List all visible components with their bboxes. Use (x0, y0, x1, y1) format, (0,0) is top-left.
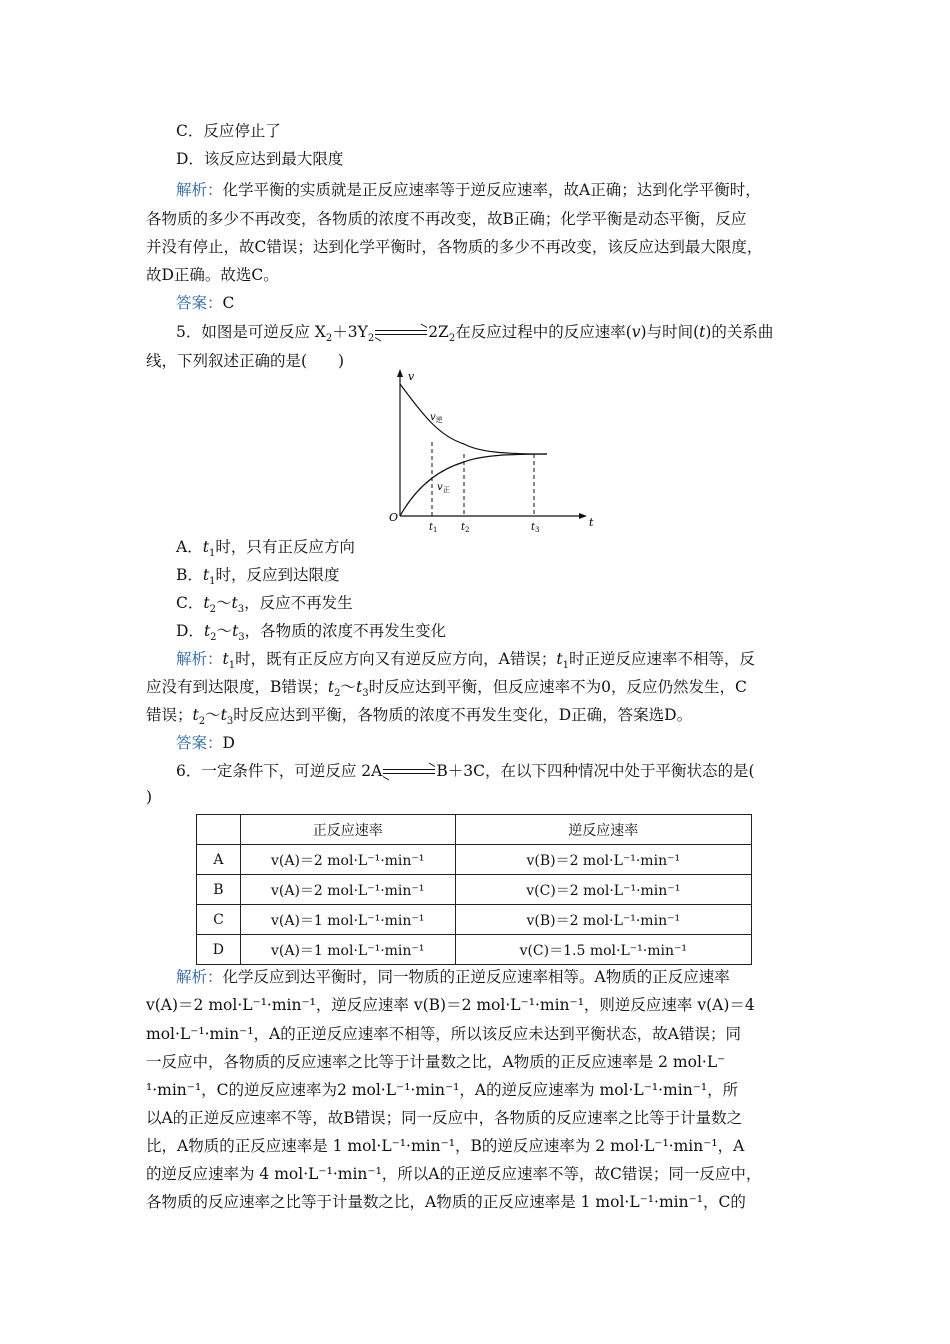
q6-explanation-line-6: 以A的正逆反应速率不等，故B错误；同一反应中，各物质的反应速率之比等于计量数之 (146, 1109, 743, 1127)
explanation-label: 解析： (176, 181, 223, 199)
q4-explanation-line-1 (176, 180, 841, 200)
variable-t: t (327, 678, 335, 696)
option-text: 时，反应到达限度 (215, 566, 340, 584)
forward-rate-cell: v(A)＝1 mol·L⁻¹·min⁻¹ (240, 935, 455, 965)
q5-stem-text: 在反应过程中的反应速率( (455, 323, 632, 341)
rate-time-figure (384, 366, 600, 536)
tilde: ～ (216, 622, 233, 640)
t-axis-arrow-icon (579, 513, 587, 519)
q6-explanation-line-1 (176, 967, 841, 987)
row-label: D (197, 935, 241, 965)
option-letter: C． (176, 594, 204, 612)
q4-explanation-text: 化学平衡的实质就是正反应速率等于逆反应速率，故A正确；达到化学平衡时， (222, 181, 761, 199)
subscript: 1 (209, 576, 216, 588)
q4-explanation-line-2: 各物质的多少不再改变，各物质的浓度不再改变，故B正确；化学平衡是动态平衡，反应 (146, 210, 747, 228)
table-header-row (197, 815, 752, 845)
variable-t: t (203, 594, 210, 612)
variable-v: v (631, 323, 641, 341)
row-label: B (197, 875, 241, 905)
q5-answer-value: D (222, 734, 235, 752)
forward-rate-cell: v(A)＝1 mol·L⁻¹·min⁻¹ (240, 905, 455, 935)
q5-option-d (176, 621, 841, 648)
variable-t: t (231, 594, 238, 612)
q5-stem-text: 5．如图是可逆反应 X (176, 323, 326, 341)
q5-stem-text: )的关系曲 (705, 323, 774, 341)
forward-rate-cell: v(A)＝2 mol·L⁻¹·min⁻¹ (240, 875, 455, 905)
table-row (197, 875, 752, 905)
reverse-curve-label: $v_逆$ (430, 412, 443, 424)
tick-t3: $t_3$ (531, 522, 540, 534)
reversible-arrow-icon (383, 767, 435, 777)
q5-explanation-text: 错误； (146, 706, 193, 724)
q6-explanation-line-8: 的逆反应速率为 4 mol·L⁻¹·min⁻¹，所以A的正逆反应速率不等，故C错误；同一反应中， (146, 1165, 762, 1183)
variable-t: t (699, 323, 706, 341)
subscript: 2 (367, 333, 375, 345)
table-header-cell: 逆反应速率 (455, 815, 751, 845)
subscript: 3 (362, 688, 369, 700)
subscript: 2 (198, 716, 206, 728)
forward-curve-label: $v_正$ (437, 482, 450, 494)
subscript: 2 (448, 333, 456, 345)
q6-explanation-line-5: ¹·min⁻¹，C的逆反应速率为2 mol·L⁻¹·min⁻¹，A的逆反应速率为 mol·L⁻¹·min⁻¹，所 (146, 1081, 739, 1099)
q5-explanation-text: 时，既有正反应方向又有逆反应方向，A错误； (235, 650, 557, 668)
table-row (197, 935, 752, 965)
q4-answer-value: C (222, 294, 235, 312)
q5-option-c (176, 593, 841, 620)
variable-t: t (192, 706, 199, 724)
origin-label: O (389, 511, 399, 524)
forward-rate-curve (400, 454, 547, 516)
option-text: 时，只有正反应方向 (215, 538, 355, 556)
reverse-rate-cell: v(B)＝2 mol·L⁻¹·min⁻¹ (455, 905, 751, 935)
variable-t: t (232, 622, 239, 640)
q4-option-d: D．该反应达到最大限度 (176, 150, 344, 168)
q6-explanation-line-9: 各物质的反应速率之比等于计量数之比，A物质的正反应速率是 1 mol·L⁻¹·min⁻¹，C的 (146, 1193, 746, 1211)
variable-t: t (356, 678, 363, 696)
subscript: 1 (228, 660, 236, 672)
q6-stem-text: B＋3C，在以下四种情况中处于平衡状态的是( (436, 762, 755, 780)
q6-explanation-line-4: 一反应中，各物质的反应速率之比等于计量数之比，A物质的正反应速率是 2 mol·L⁻ (146, 1053, 726, 1071)
q5-explanation-text: 时反应达到平衡，各物质的浓度不再发生变化，D正确，答案选D。 (233, 706, 693, 724)
q5-explanation-text: 时反应达到平衡，但反应速率不为0，反应仍然发生，C (368, 678, 747, 696)
q6-stem-line-1 (176, 761, 841, 781)
q5-explanation-text: 时正逆反应速率不相等，反 (568, 650, 755, 668)
row-label: C (197, 905, 241, 935)
reversible-arrow-icon (375, 328, 427, 338)
rate-table (196, 814, 752, 965)
table-row (197, 905, 752, 935)
q5-option-a (176, 537, 841, 564)
q5-answer (176, 733, 841, 753)
option-text: ，反应不再发生 (244, 594, 353, 612)
reverse-rate-cell: v(C)＝1.5 mol·L⁻¹·min⁻¹ (455, 935, 751, 965)
answer-label: 答案： (176, 734, 223, 752)
q6-stem-text: 6．一定条件下，可逆反应 2A (176, 762, 383, 780)
reverse-rate-cell: v(B)＝2 mol·L⁻¹·min⁻¹ (455, 845, 751, 875)
variable-t: t (556, 650, 563, 668)
table-row (197, 845, 752, 875)
q5-explanation-line-2 (146, 677, 811, 704)
tick-t1: $t_1$ (429, 522, 438, 534)
explanation-label: 解析： (176, 968, 223, 986)
subscript: 2 (325, 333, 333, 345)
tilde: ～ (215, 594, 232, 612)
variable-t: t (202, 566, 210, 584)
reverse-rate-cell: v(C)＝2 mol·L⁻¹·min⁻¹ (455, 875, 751, 905)
tilde: ～ (205, 706, 221, 724)
option-letter: D． (176, 622, 204, 640)
q5-stem-text: )与时间( (640, 323, 700, 341)
v-axis-arrow-icon (397, 369, 403, 377)
subscript: 2 (334, 688, 341, 700)
q4-explanation-line-3: 并没有停止，故C错误；达到化学平衡时，各物质的多少不再改变，该反应达到最大限度， (146, 238, 763, 256)
q6-explanation-line-7: 比，A物质的正反应速率是 1 mol·L⁻¹·min⁻¹，B的逆反应速率为 2 mol·L⁻¹·min⁻¹，A (146, 1137, 745, 1155)
q5-stem-line-2: 线，下列叙述正确的是( ) (146, 352, 345, 370)
subscript: 3 (237, 604, 245, 616)
v-axis-label: v (408, 370, 415, 383)
variable-t: t (220, 706, 227, 724)
variable-t: t (222, 650, 229, 668)
q6-stem-line-2: ) (146, 788, 153, 806)
q5-explanation-text: 应没有到达限度，B错误； (146, 678, 328, 696)
q4-option-c: C．反应停止了 (176, 122, 281, 140)
q6-explanation-line-3: mol·L⁻¹·min⁻¹，A的正逆反应速率不相等，所以该反应未达到平衡状态，故A错误；同 (146, 1025, 741, 1043)
subscript: 1 (562, 660, 569, 672)
row-label: A (197, 845, 241, 875)
answer-label: 答案： (176, 294, 223, 312)
variable-t: t (202, 538, 209, 556)
q5-option-b (176, 565, 841, 592)
q6-explanation-line-2: v(A)＝2 mol·L⁻¹·min⁻¹，逆反应速率 v(B)＝2 mol·L⁻¹·min⁻¹，则逆反应速率 v(A)＝4 (146, 996, 755, 1014)
subscript: 3 (226, 716, 234, 728)
table-header-cell: 正反应速率 (240, 815, 455, 845)
tick-t2: $t_2$ (461, 522, 470, 534)
reverse-rate-curve (400, 384, 547, 454)
subscript: 3 (238, 632, 245, 644)
option-letter: B． (176, 566, 203, 584)
subscript: 1 (208, 548, 216, 560)
q5-explanation-line-3 (146, 705, 811, 732)
subscript: 2 (210, 632, 217, 644)
subscript: 2 (209, 604, 216, 616)
q4-explanation-line-4: 故D正确。故选C。 (146, 266, 279, 284)
explanation-label: 解析： (176, 650, 223, 668)
q5-stem-text: ＋3Y (332, 323, 368, 341)
table-header-cell (197, 815, 241, 845)
forward-rate-cell: v(A)＝2 mol·L⁻¹·min⁻¹ (240, 845, 455, 875)
q5-stem-line-1 (176, 322, 841, 349)
option-letter: A． (176, 538, 203, 556)
q6-explanation-text: 化学反应到达平衡时，同一物质的正逆反应速率相等。A物质的正反应速率 (222, 968, 730, 986)
q5-explanation-line-1 (176, 649, 841, 676)
t-axis-label: t (589, 516, 594, 529)
variable-t: t (203, 622, 211, 640)
tilde: ～ (340, 678, 357, 696)
q4-answer (176, 293, 841, 313)
q5-stem-text: 2Z (428, 323, 449, 341)
option-text: ，各物质的浓度不再发生变化 (244, 622, 447, 640)
